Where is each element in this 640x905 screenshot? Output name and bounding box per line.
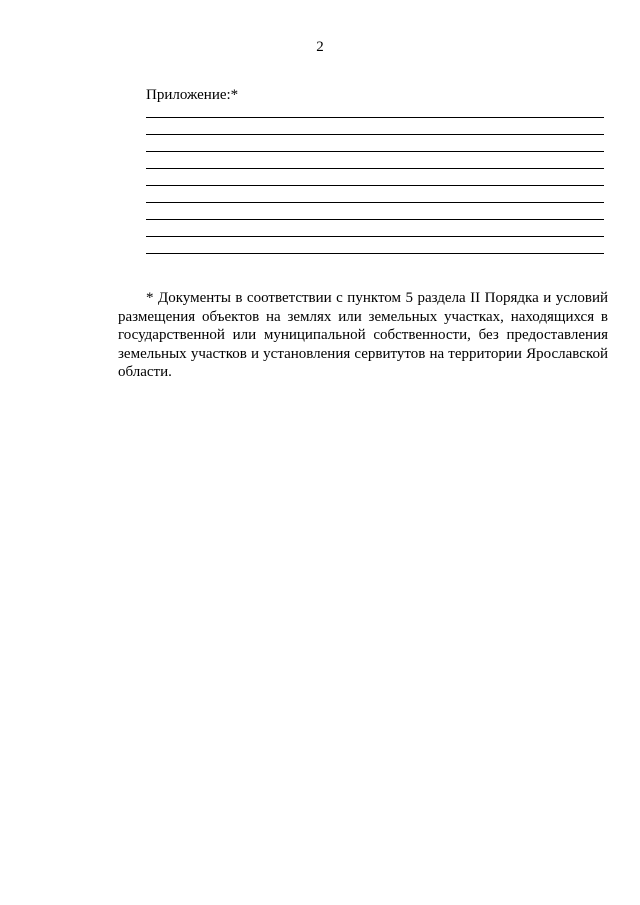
- blank-line: [146, 134, 604, 151]
- blank-line: [146, 202, 604, 219]
- footnote: * Документы в соответствии с пунктом 5 раздела II Порядка и условий размещения объектов на землях или земельных участках, находящихся в государственной или муниципальной собственности, без предоставления земельных участков и установления сервитутов на территории Ярославской области.: [118, 290, 608, 380]
- blank-line: [146, 168, 604, 185]
- blank-line: [146, 117, 604, 134]
- blank-line: [146, 151, 604, 168]
- page-number: 2: [316, 39, 324, 55]
- blank-line: [146, 236, 604, 253]
- attachment-blank-lines: [146, 117, 604, 270]
- blank-line: [146, 219, 604, 236]
- blank-line: [146, 185, 604, 202]
- blank-line: [146, 253, 604, 270]
- attachment-label: Приложение:*: [146, 87, 239, 103]
